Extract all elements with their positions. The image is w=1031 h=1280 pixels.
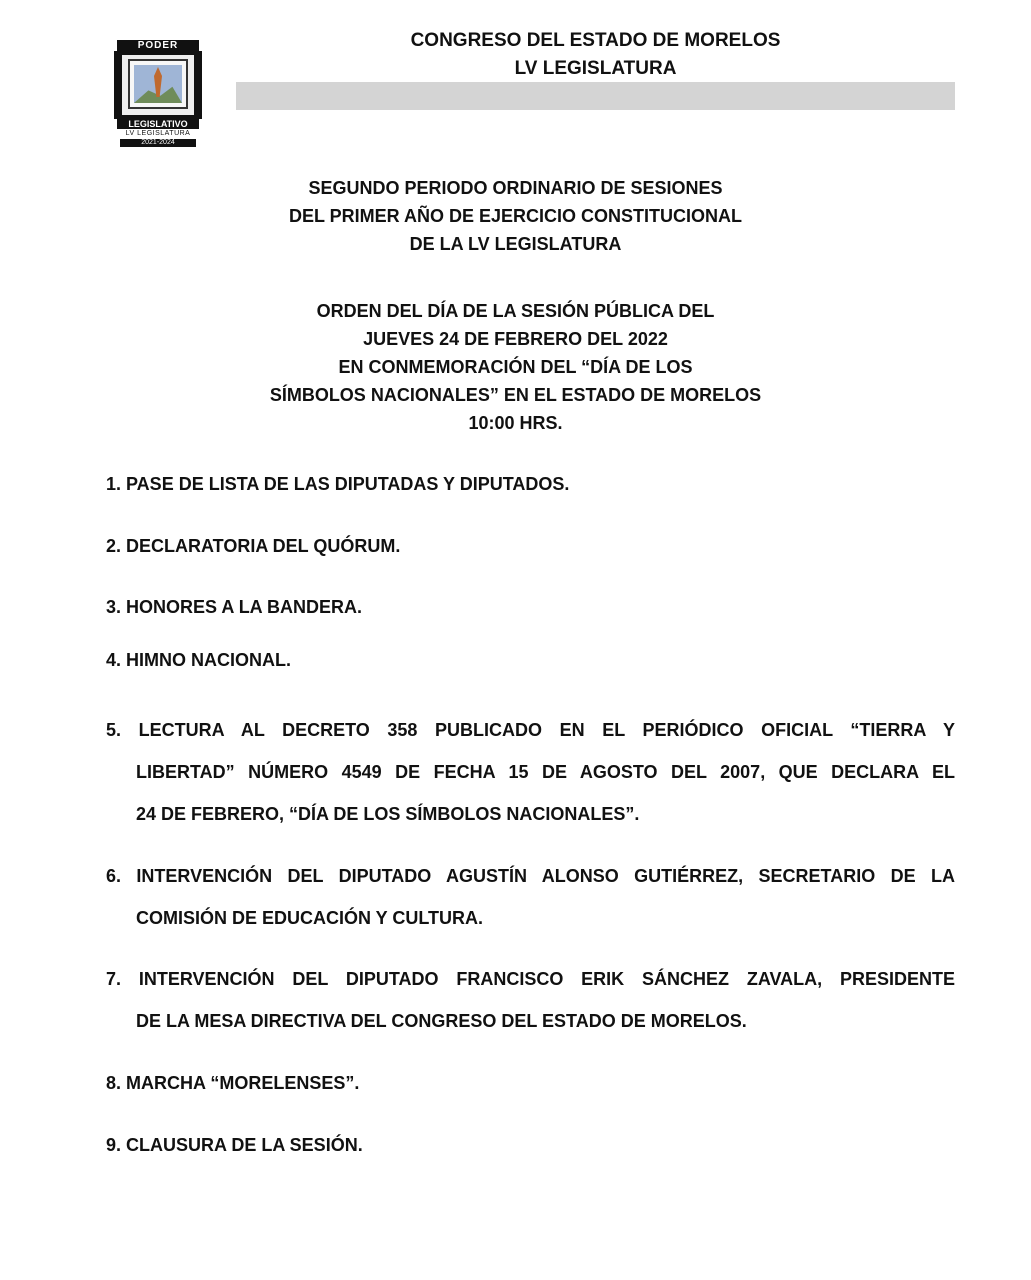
agenda-item-9 <box>106 1124 955 1166</box>
session-title-line: SÍMBOLOS NACIONALES” EN EL ESTADO DE MORELOS <box>269 385 762 405</box>
agenda-line: COMISIÓN DE EDUCACIÓN Y CULTURA. <box>136 908 484 928</box>
period-title <box>0 174 1031 258</box>
agenda-line: 8. MARCHA “MORELENSES”. <box>106 1073 360 1093</box>
agenda-line: 5. LECTURA AL DECRETO 358 PUBLICADO EN EL PERIÓDICO OFICIAL “TIERRA Y <box>106 720 955 740</box>
agenda-item-7 <box>106 958 955 1042</box>
header-legislature: LV LEGISLATURA <box>514 58 677 79</box>
agenda-line: DE LA MESA DIRECTIVA DEL CONGRESO DEL ESTADO DE MORELOS. <box>136 1011 747 1031</box>
logo-years-label: 2021-2024 <box>120 139 196 147</box>
logo-seal <box>114 51 202 119</box>
logo-legislature-label: LV LEGISLATURA <box>125 130 191 137</box>
agenda-line: LIBERTAD” NÚMERO 4549 DE FECHA 15 DE AGOSTO DEL 2007, QUE DECLARA EL <box>136 762 955 782</box>
period-title-line: DE LA LV LEGISLATURA <box>409 234 622 254</box>
agenda-item-6 <box>106 855 955 939</box>
session-title-line: JUEVES 24 DE FEBRERO DEL 2022 <box>363 329 668 349</box>
agenda-item-5 <box>106 709 955 835</box>
agenda-line: 9. CLAUSURA DE LA SESIÓN. <box>106 1135 363 1155</box>
agenda-item-3 <box>106 586 955 628</box>
agenda-item-2 <box>106 525 955 567</box>
agenda-line: 4. HIMNO NACIONAL. <box>106 650 292 670</box>
seal-inner <box>122 55 194 115</box>
logo-top-label: PODER <box>117 40 199 51</box>
agenda-item-1 <box>106 463 955 505</box>
agenda-item-8 <box>106 1062 955 1104</box>
session-title-line: 10:00 HRS. <box>468 413 563 433</box>
header-congress: CONGRESO DEL ESTADO DE MORELOS <box>410 30 781 51</box>
agenda-line: 1. PASE DE LISTA DE LAS DIPUTADAS Y DIPUTADOS. <box>106 474 570 494</box>
agenda-line: 7. INTERVENCIÓN DEL DIPUTADO FRANCISCO ERIK SÁNCHEZ ZAVALA, PRESIDENTE <box>106 969 955 989</box>
session-title <box>0 297 1031 437</box>
agenda-line: 24 DE FEBRERO, “DÍA DE LOS SÍMBOLOS NACIONALES”. <box>136 804 640 824</box>
agenda-line: 6. INTERVENCIÓN DEL DIPUTADO AGUSTÍN ALONSO GUTIÉRREZ, SECRETARIO DE LA <box>106 866 955 886</box>
period-title-line: DEL PRIMER AÑO DE EJERCICIO CONSTITUCIONAL <box>288 206 743 226</box>
agenda-line: 2. DECLARATORIA DEL QUÓRUM. <box>106 536 401 556</box>
period-title-line: SEGUNDO PERIODO ORDINARIO DE SESIONES <box>308 178 723 198</box>
session-title-line: ORDEN DEL DÍA DE LA SESIÓN PÚBLICA DEL <box>316 301 715 321</box>
agenda-item-4 <box>106 639 955 681</box>
header-divider-bar <box>236 82 955 110</box>
agenda-line: 3. HONORES A LA BANDERA. <box>106 597 363 617</box>
session-title-line: EN CONMEMORACIÓN DEL “DÍA DE LOS <box>338 357 693 377</box>
logo-middle-label: LEGISLATIVO <box>117 119 199 129</box>
congress-logo <box>114 40 202 148</box>
